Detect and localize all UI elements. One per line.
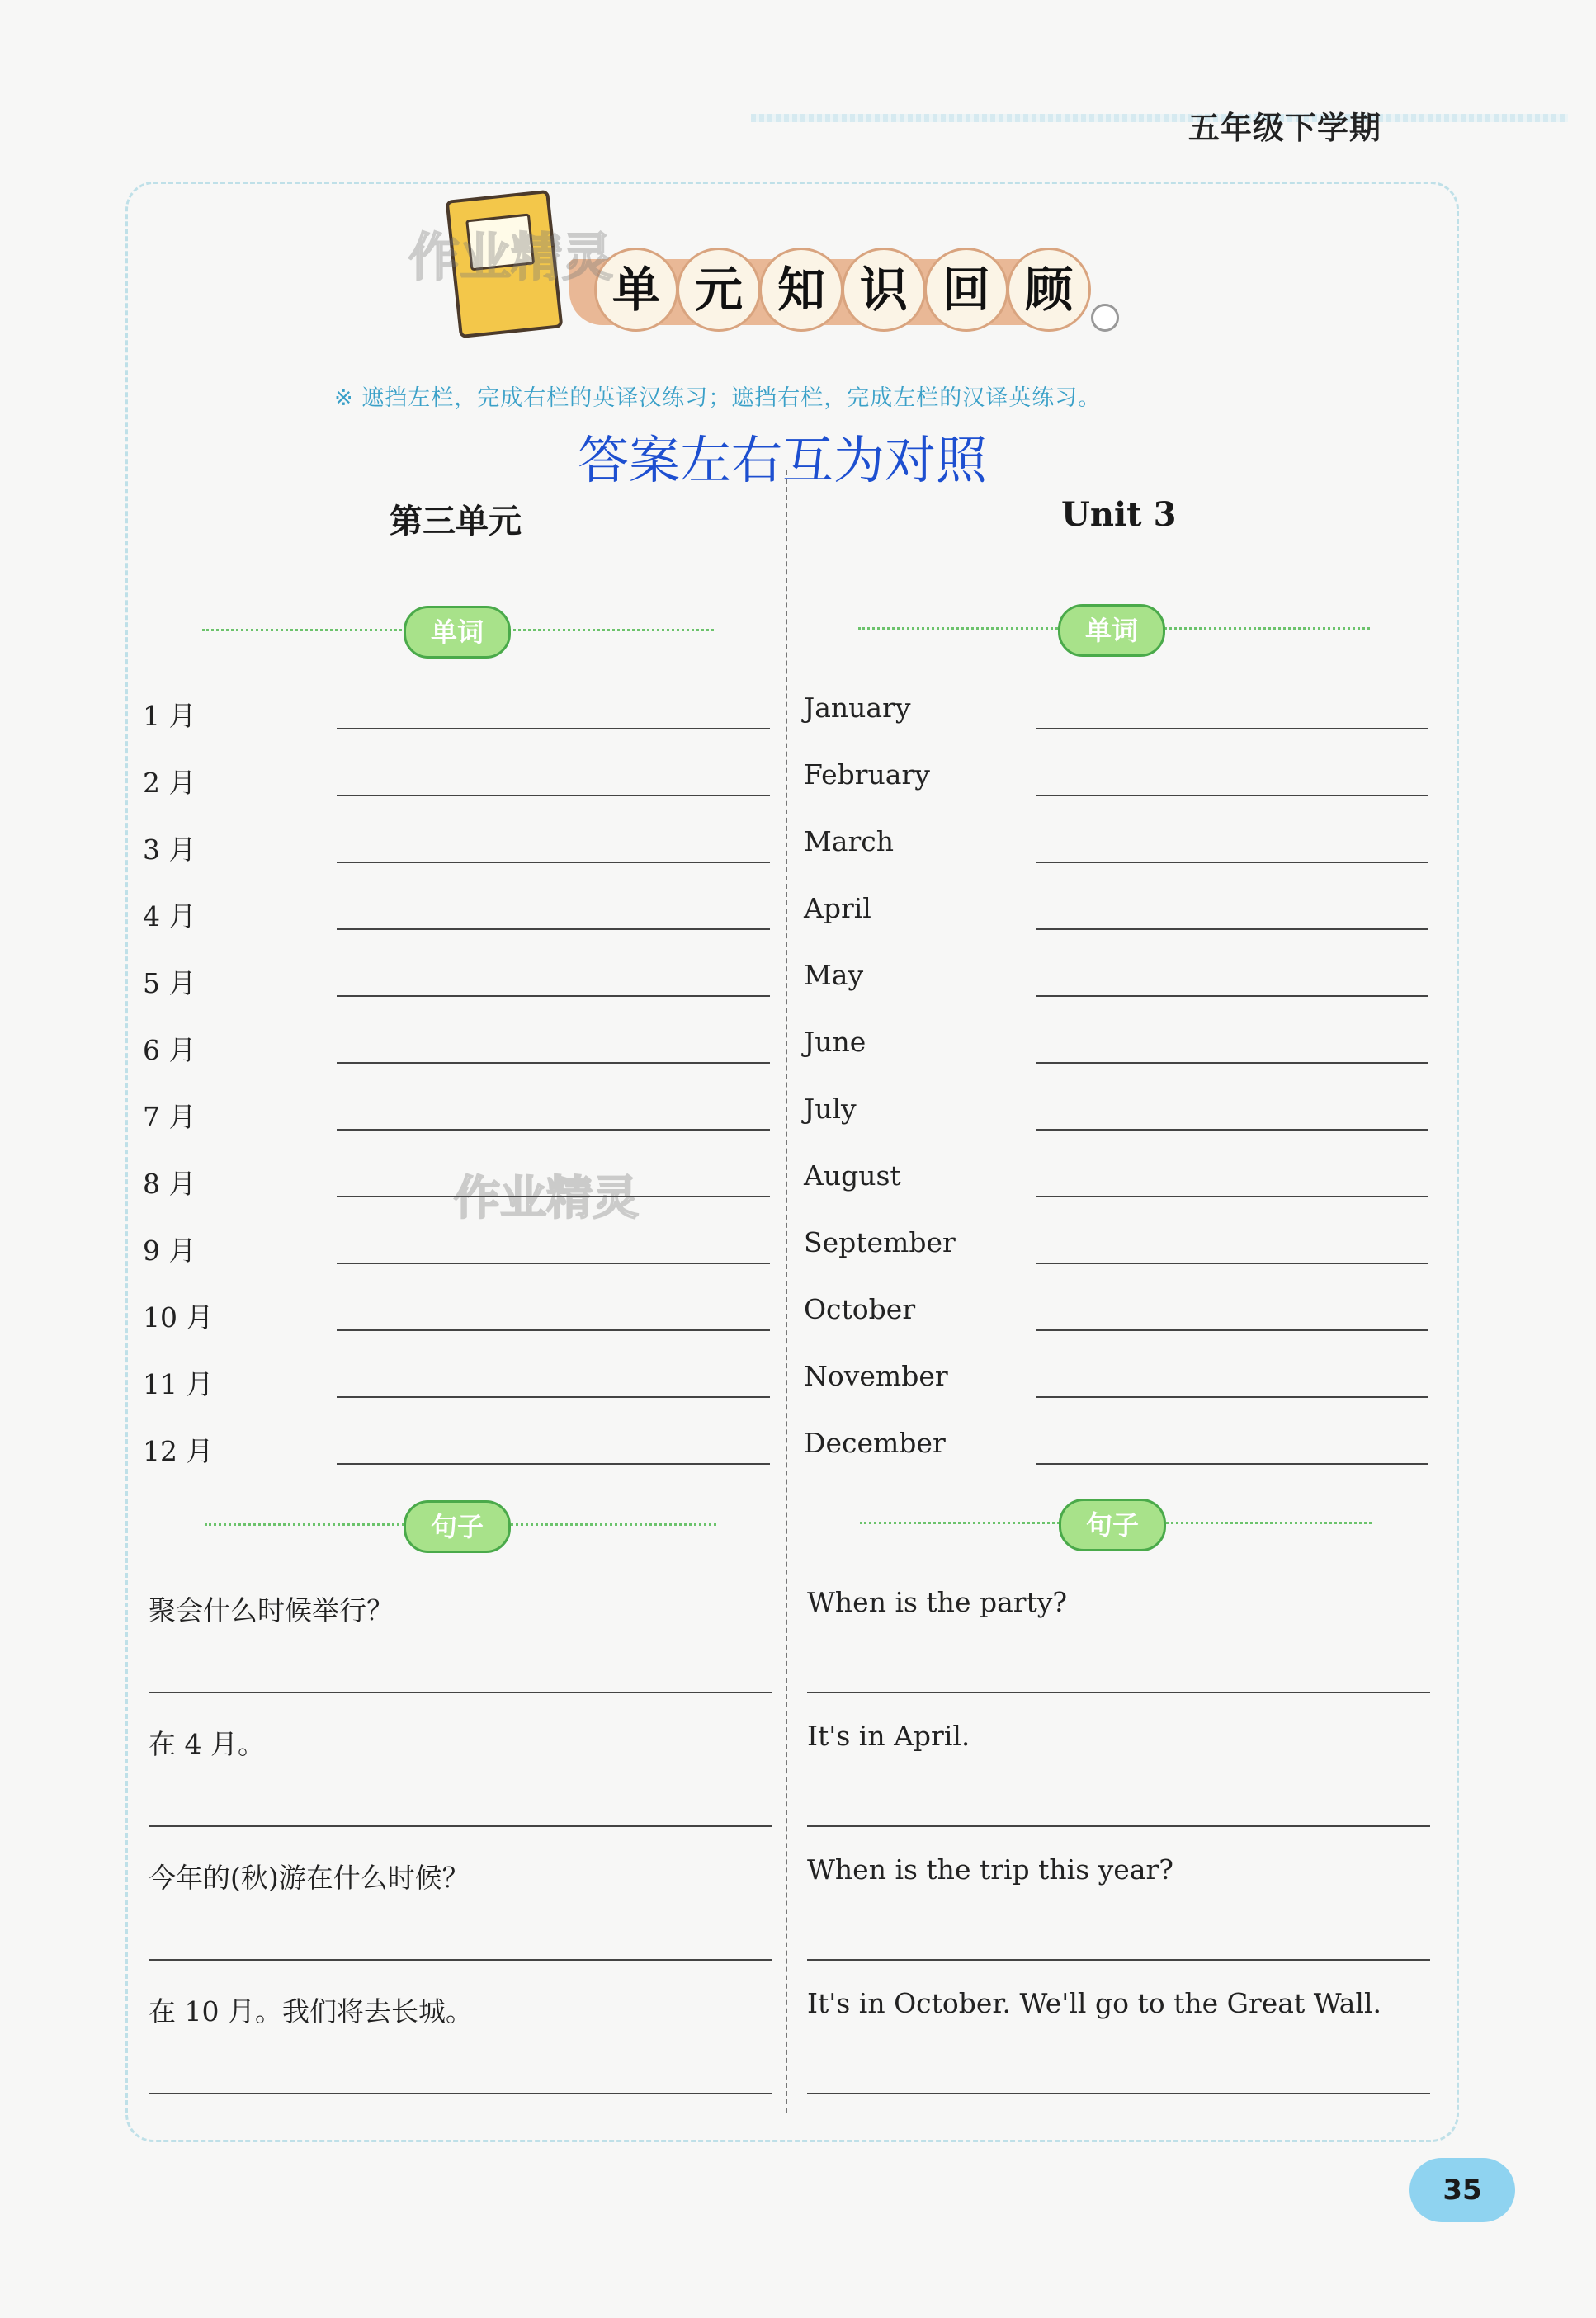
word-prompt-zh: 4 月 [143,900,196,932]
watermark: 作业精灵 [454,1172,639,1225]
title-char: 回 [924,248,1008,332]
title-char: 知 [759,248,843,332]
word-prompt-zh: 1 月 [143,700,196,732]
answer-blank[interactable] [149,1825,772,1827]
word-prompt-en: March [804,825,894,857]
answer-blank[interactable] [1036,1129,1428,1131]
word-prompt-en: July [804,1093,857,1125]
word-prompt-zh: 11 月 [143,1368,214,1400]
answer-blank[interactable] [807,1692,1430,1693]
header-decor-line [751,114,1568,122]
answer-blank[interactable] [1036,862,1428,863]
answer-blank[interactable] [807,2093,1430,2094]
answer-blank[interactable] [1036,1463,1428,1465]
answer-blank[interactable] [337,928,770,930]
word-prompt-en: February [804,758,930,791]
sentences-section-label: 句子 [404,1500,511,1553]
answer-blank[interactable] [337,1129,770,1131]
answer-blank[interactable] [337,1463,770,1465]
word-prompt-zh: 9 月 [143,1235,196,1267]
answer-blank[interactable] [337,1396,770,1398]
word-prompt-en: May [804,959,864,991]
sentences-section-label: 句子 [1059,1499,1166,1551]
sentence-prompt-en: When is the party? [807,1586,1068,1618]
answer-blank[interactable] [1036,1329,1428,1331]
answer-blank[interactable] [1036,928,1428,930]
words-section-label: 单词 [404,606,511,659]
answer-blank[interactable] [337,795,770,796]
words-section-label: 单词 [1058,604,1165,657]
answer-blank[interactable] [1036,795,1428,796]
page-number: 35 [1409,2158,1515,2222]
word-prompt-en: April [804,892,871,924]
instruction-text: ※ 遮挡左栏，完成右栏的英译汉练习；遮挡右栏，完成左栏的汉译英练习。 [334,385,1102,411]
answer-note: 答案左右互为对照 [578,430,988,490]
answer-blank[interactable] [149,1959,772,1961]
title-char: 元 [677,248,761,332]
word-prompt-zh: 6 月 [143,1034,196,1066]
answer-blank[interactable] [807,1959,1430,1961]
answer-blank[interactable] [337,862,770,863]
word-prompt-zh: 2 月 [143,767,196,799]
answer-blank[interactable] [1036,1396,1428,1398]
sentence-prompt-zh: 在 10 月。我们将去长城。 [149,1995,473,2028]
answer-blank[interactable] [337,1263,770,1264]
answer-blank[interactable] [337,728,770,729]
sentence-prompt-en: It's in October. We'll go to the Great Wall. [807,1987,1382,2019]
word-prompt-zh: 12 月 [143,1435,214,1467]
answer-blank[interactable] [1036,1263,1428,1264]
sentence-prompt-zh: 聚会什么时候举行？ [149,1594,394,1626]
word-prompt-en: December [804,1427,946,1459]
answer-blank[interactable] [149,1692,772,1693]
word-prompt-zh: 7 月 [143,1101,196,1133]
sentence-prompt-zh: 今年的(秋)游在什么时候？ [149,1862,470,1894]
word-prompt-zh: 3 月 [143,833,196,866]
title-char: 识 [842,248,926,332]
title-char: 顾 [1007,248,1091,332]
column-divider [786,470,787,2113]
grade-label: 五年级下学期 [1188,110,1382,146]
answer-blank[interactable] [337,995,770,997]
word-prompt-en: August [804,1159,901,1192]
sentence-prompt-en: When is the trip this year? [807,1853,1173,1886]
answer-blank[interactable] [337,1329,770,1331]
word-prompt-en: October [804,1293,916,1325]
watermark: 作业精灵 [408,227,614,287]
title-char: 单 [594,248,678,332]
word-prompt-zh: 5 月 [143,967,196,999]
word-prompt-zh: 8 月 [143,1168,196,1200]
sentence-prompt-zh: 在 4 月。 [149,1728,265,1760]
title-banner [569,248,1089,338]
answer-blank[interactable] [337,1062,770,1064]
answer-blank[interactable] [149,2093,772,2094]
word-prompt-zh: 10 月 [143,1301,214,1334]
answer-blank[interactable] [1036,1196,1428,1197]
word-prompt-en: June [804,1026,866,1058]
right-column-title: Unit 3 [1061,495,1177,534]
left-column-title: 第三单元 [390,502,522,541]
word-prompt-en: November [804,1360,948,1392]
answer-blank[interactable] [1036,995,1428,997]
sentence-prompt-en: It's in April. [807,1720,970,1752]
word-prompt-en: September [804,1226,956,1258]
answer-blank[interactable] [1036,1062,1428,1064]
word-prompt-en: January [804,692,911,724]
answer-blank[interactable] [1036,728,1428,729]
answer-blank[interactable] [337,1196,770,1197]
answer-blank[interactable] [807,1825,1430,1827]
flower-icon [1091,304,1119,332]
